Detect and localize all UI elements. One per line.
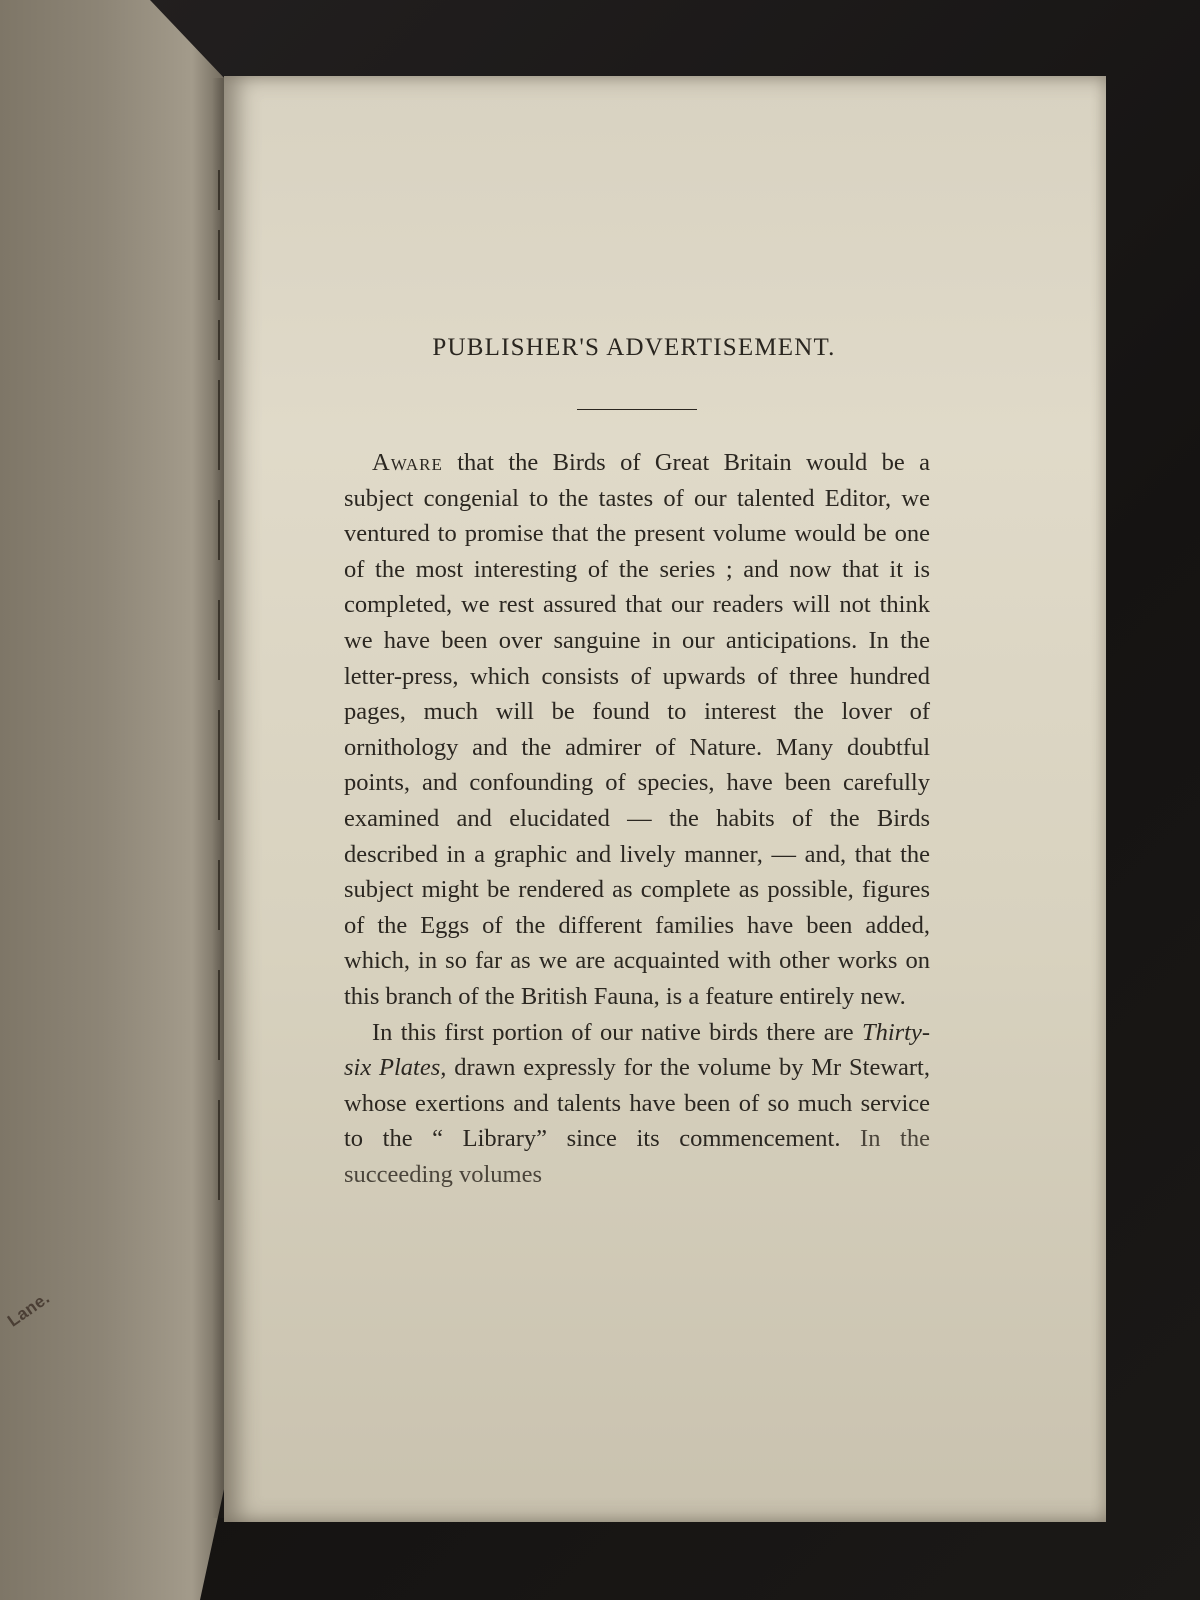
paragraph-1 bbox=[344, 445, 930, 1015]
thread-mark bbox=[218, 380, 220, 470]
paragraph-2-end: In the succeeding volumes bbox=[344, 1125, 930, 1188]
left-page bbox=[0, 0, 226, 1600]
left-page-stamp: Lane. bbox=[4, 1288, 54, 1331]
thread-mark bbox=[218, 860, 220, 930]
title-divider bbox=[577, 409, 697, 410]
thread-mark bbox=[218, 230, 220, 300]
thread-mark bbox=[218, 710, 220, 820]
thread-mark bbox=[218, 170, 220, 210]
body-text bbox=[344, 445, 930, 1192]
page-title: PUBLISHER'S ADVERTISEMENT. bbox=[432, 334, 836, 361]
paragraph-2-middle: drawn expressly for the volume by Mr Stewart, whose exertions and talents have been of so much service to the “ Library” since its commencement. bbox=[344, 1054, 930, 1153]
paragraph-2 bbox=[344, 1015, 930, 1193]
paragraph-2-emphasis: Thirty-six Plates, bbox=[344, 1018, 930, 1082]
thread-mark bbox=[218, 1100, 220, 1200]
thread-mark bbox=[218, 500, 220, 560]
paragraph-1-text: that the Birds of Great Britain would be a subject congenial to the tastes of our talented Editor, we ventured to promise that the present volume would be one of the most interesting of the series ; and now that it is completed, we rest assured that our readers will not think we have been over sanguine in our anticipations. In the letter-press, which consists of upwards of three hundred pages, much will be found to interest the lover of ornithology and the admirer of Nature. Many doubtful points, and confounding of species, have been carefully examined and elucidated — the habits of the Birds described in a graphic and lively manner, — and, that the subject might be rendered as complete as possible, figures of the Eggs of the different families have been added, which, in so far as we are acquainted with other works on this branch of the British Fauna, is a feature entirely new. bbox=[344, 449, 930, 1010]
paragraph-2-start: In this first portion of our native birds there are bbox=[372, 1018, 862, 1046]
thread-mark bbox=[218, 970, 220, 1060]
thread-mark bbox=[218, 320, 220, 360]
paragraph-1-lead: Aware bbox=[372, 449, 443, 476]
thread-mark bbox=[218, 600, 220, 680]
